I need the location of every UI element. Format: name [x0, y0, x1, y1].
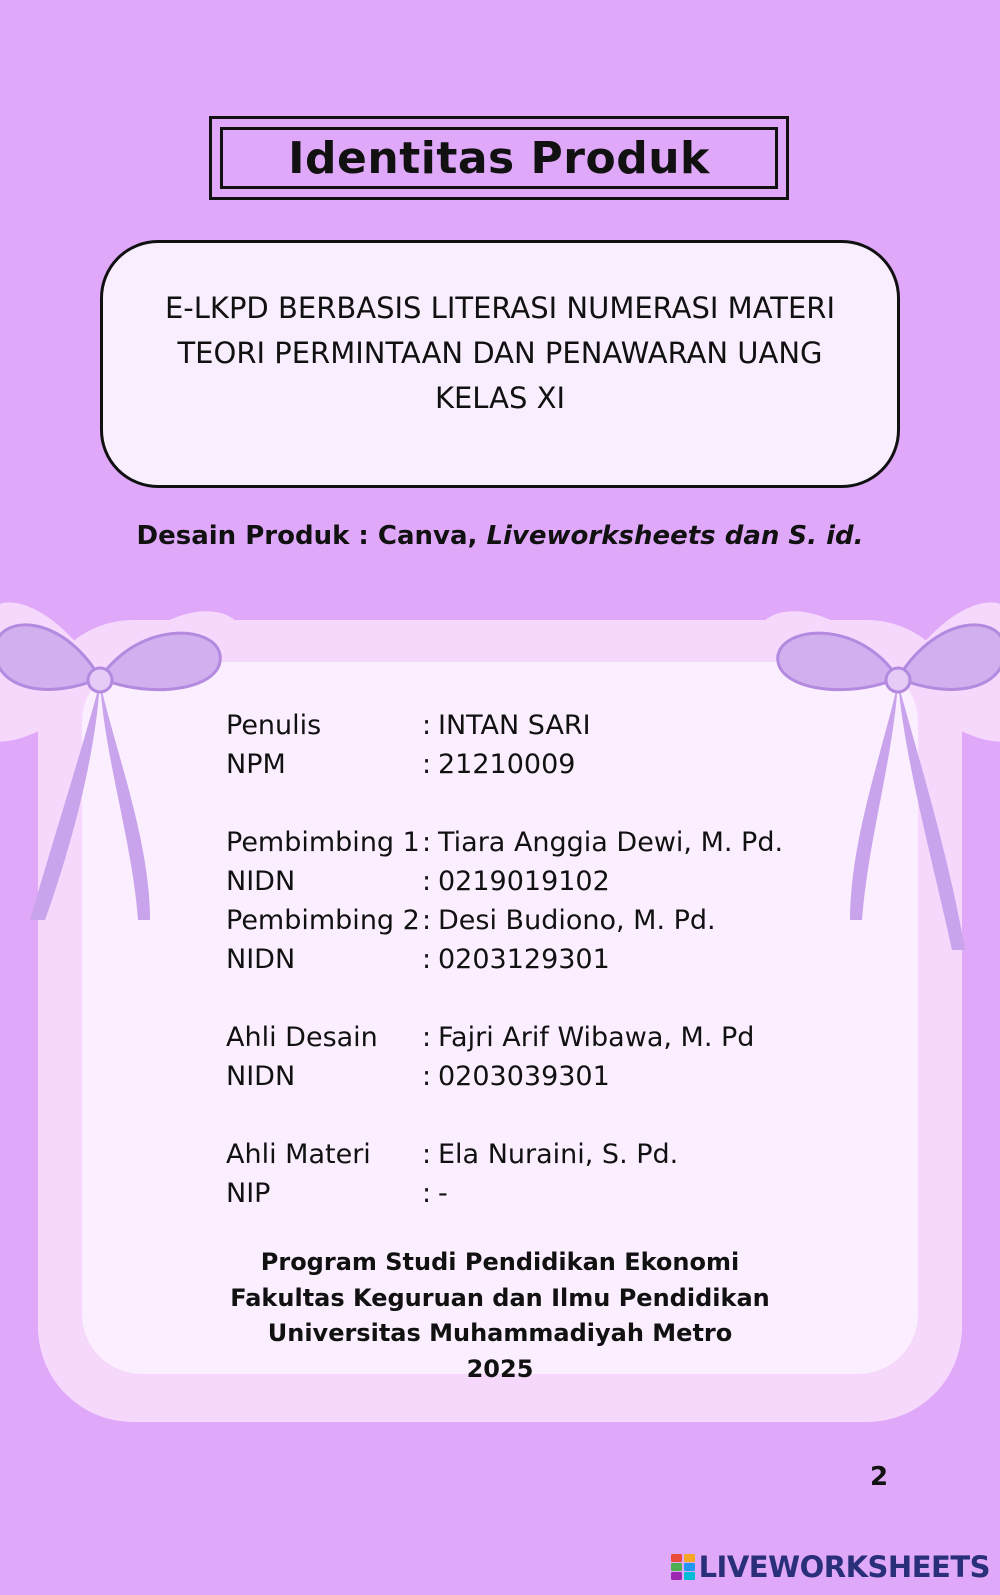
info-spacer: [226, 1096, 783, 1135]
info-separator: :: [422, 749, 432, 780]
info-value: Tiara Anggia Dewi, M. Pd.: [438, 827, 784, 858]
info-separator: :: [422, 905, 432, 936]
product-name: [150, 286, 850, 421]
info-row-nidn-3: [226, 1057, 783, 1096]
page-number: 2: [870, 1462, 889, 1492]
info-separator: :: [422, 866, 432, 897]
title-frame-inner: [220, 127, 778, 189]
university-name: Universitas Muhammadiyah Metro: [267, 1319, 733, 1347]
info-separator: :: [422, 710, 432, 741]
info-label: Pembimbing 2: [226, 905, 420, 936]
info-label: NIDN: [226, 1061, 296, 1092]
info-row-nidn-1: [226, 862, 783, 901]
info-row-npm: [226, 745, 783, 784]
info-value: Fajri Arif Wibawa, M. Pd: [438, 1022, 755, 1053]
year: 2025: [466, 1354, 534, 1383]
info-row-ahli-materi: [226, 1135, 783, 1174]
design-tools-line: [0, 521, 1000, 551]
page-title: Identitas Produk: [288, 132, 710, 184]
info-row-penulis: [226, 706, 783, 745]
info-row-nidn-2: [226, 940, 783, 979]
info-label: NIDN: [226, 866, 296, 897]
product-name-line-3: KELAS XI: [434, 380, 566, 415]
info-value: Ela Nuraini, S. Pd.: [438, 1139, 679, 1170]
info-row-nip: [226, 1174, 783, 1213]
info-label: Ahli Materi: [226, 1139, 371, 1170]
info-value: 0219019102: [438, 866, 610, 897]
title-frame: [209, 116, 789, 200]
product-name-line-2: TEORI PERMINTAAN DAN PENAWARAN UANG: [177, 335, 823, 370]
design-tools-prefix: Desain Produk : Canva,: [136, 521, 487, 551]
info-label: NPM: [226, 749, 286, 780]
info-value: 21210009: [438, 749, 576, 780]
info-row-pembimbing-2: [226, 901, 783, 940]
watermark-text: LIVEWORKSHEETS: [698, 1550, 990, 1584]
liveworksheets-logo-icon: [671, 1554, 695, 1580]
design-tools-italic: Liveworksheets dan S. id.: [486, 521, 864, 551]
info-label: NIP: [226, 1178, 271, 1209]
info-label: Pembimbing 1: [226, 827, 420, 858]
info-separator: :: [422, 1178, 432, 1209]
info-label: NIDN: [226, 944, 296, 975]
info-value: 0203039301: [438, 1061, 610, 1092]
info-row-pembimbing-1: [226, 823, 783, 862]
info-separator: :: [422, 1061, 432, 1092]
product-name-box: [100, 240, 900, 488]
info-spacer: [226, 784, 783, 823]
info-separator: :: [422, 944, 432, 975]
info-spacer: [226, 979, 783, 1018]
info-label: Penulis: [226, 710, 322, 741]
liveworksheets-watermark[interactable]: [671, 1550, 990, 1584]
info-value: 0203129301: [438, 944, 610, 975]
faculty-name: Fakultas Keguruan dan Ilmu Pendidikan: [230, 1283, 770, 1312]
identity-info-list: [226, 706, 783, 1213]
info-value: -: [438, 1178, 448, 1209]
info-value: Desi Budiono, M. Pd.: [438, 905, 716, 936]
institution-footer: [0, 1245, 1000, 1387]
info-separator: :: [422, 1139, 432, 1170]
info-row-ahli-desain: [226, 1018, 783, 1057]
program-name: Program Studi Pendidikan Ekonomi: [260, 1248, 740, 1276]
product-name-line-1: E-LKPD BERBASIS LITERASI NUMERASI MATERI: [164, 290, 836, 325]
info-value: INTAN SARI: [438, 710, 591, 741]
info-label: Ahli Desain: [226, 1022, 378, 1053]
info-separator: :: [422, 1022, 432, 1053]
info-separator: :: [422, 827, 432, 858]
